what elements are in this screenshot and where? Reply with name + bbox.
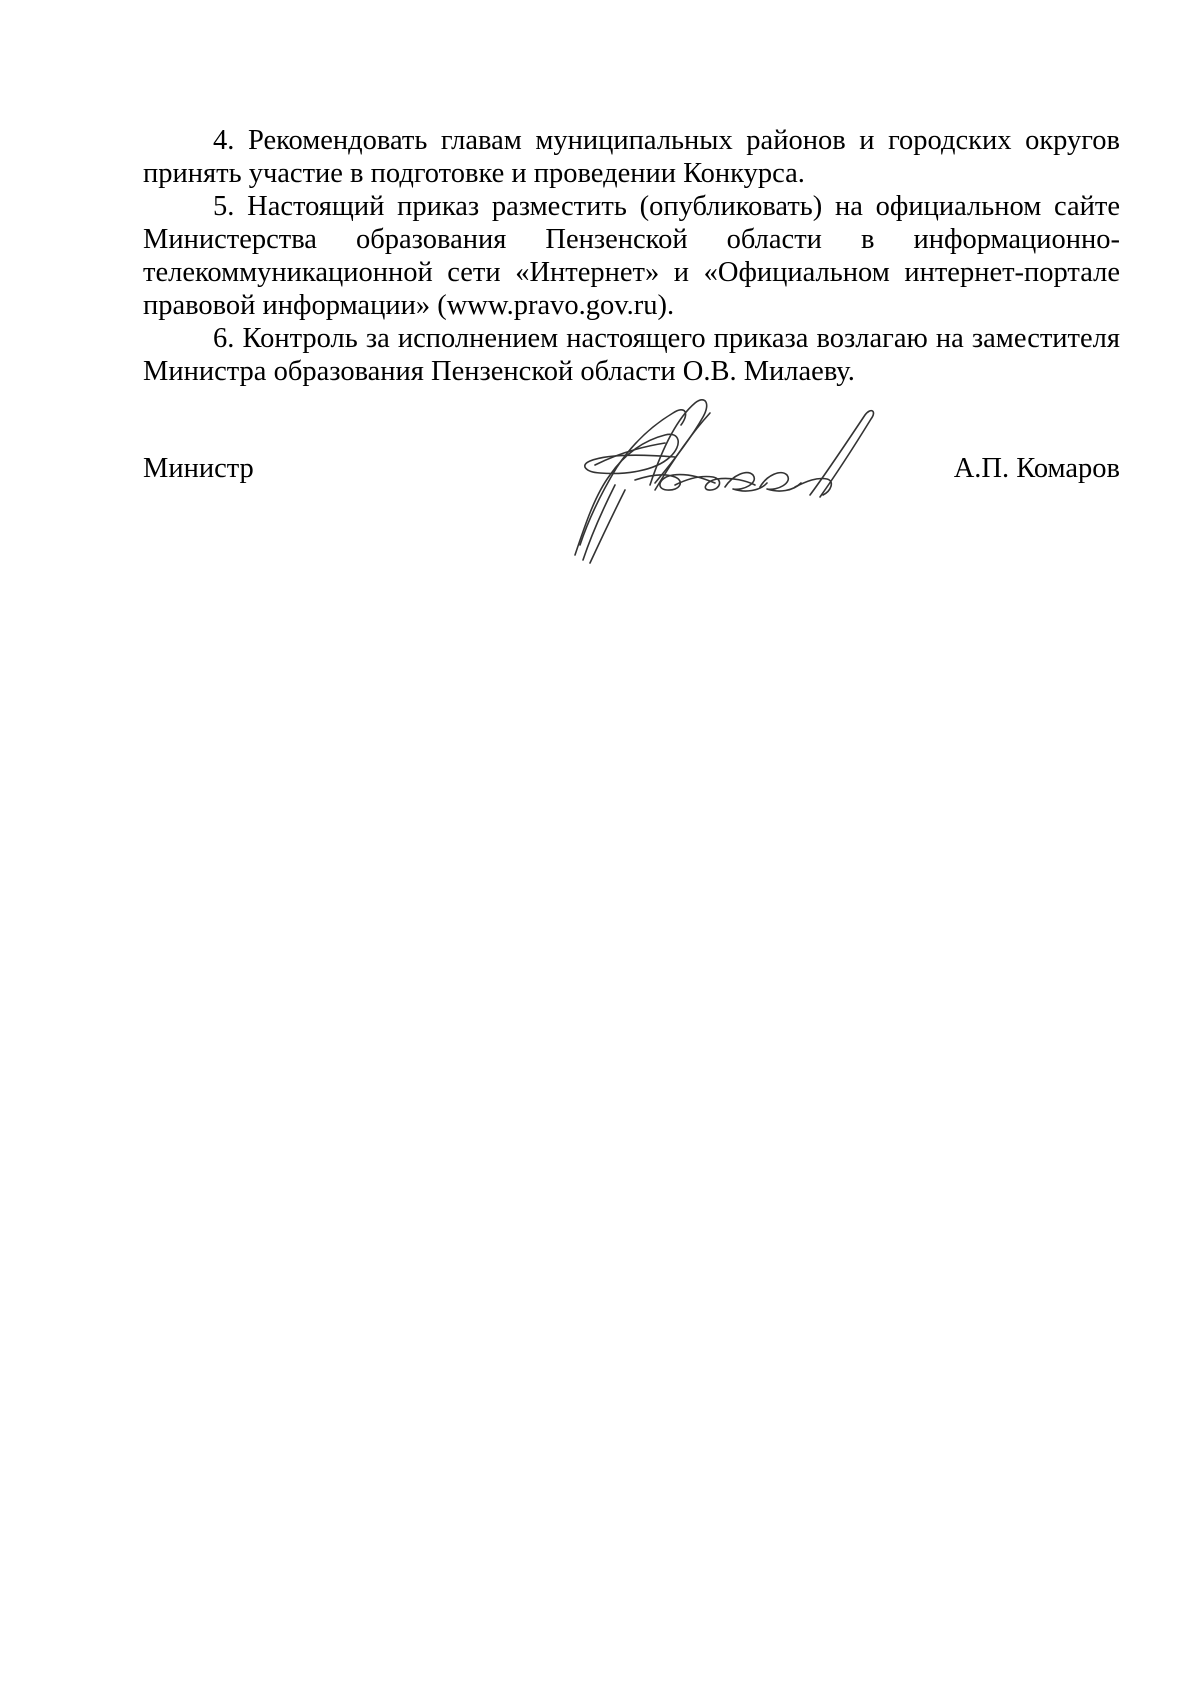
signatory-position: Министр <box>143 453 254 484</box>
handwritten-signature <box>555 395 885 565</box>
signatory-name: А.П. Комаров <box>953 453 1120 484</box>
document-body <box>143 124 1120 388</box>
paragraph-item-4: 4. Рекомендовать главам муниципальных районов и городских округов принять участие в подготовке и проведении Конкурса. <box>143 125 1120 189</box>
paragraph-item-5: 5. Настоящий приказ разместить (опубликовать) на официальном сайте Министерства образования Пензенской области в информационно-телекоммуникационной сети «Интернет» и «Официальном интернет-портале правовой информации» (www.pravo.gov.ru). <box>143 191 1120 321</box>
paragraph-item-6: 6. Контроль за исполнением настоящего приказа возлагаю на заместителя Министра образования Пензенской области О.В. Милаеву. <box>143 323 1120 387</box>
